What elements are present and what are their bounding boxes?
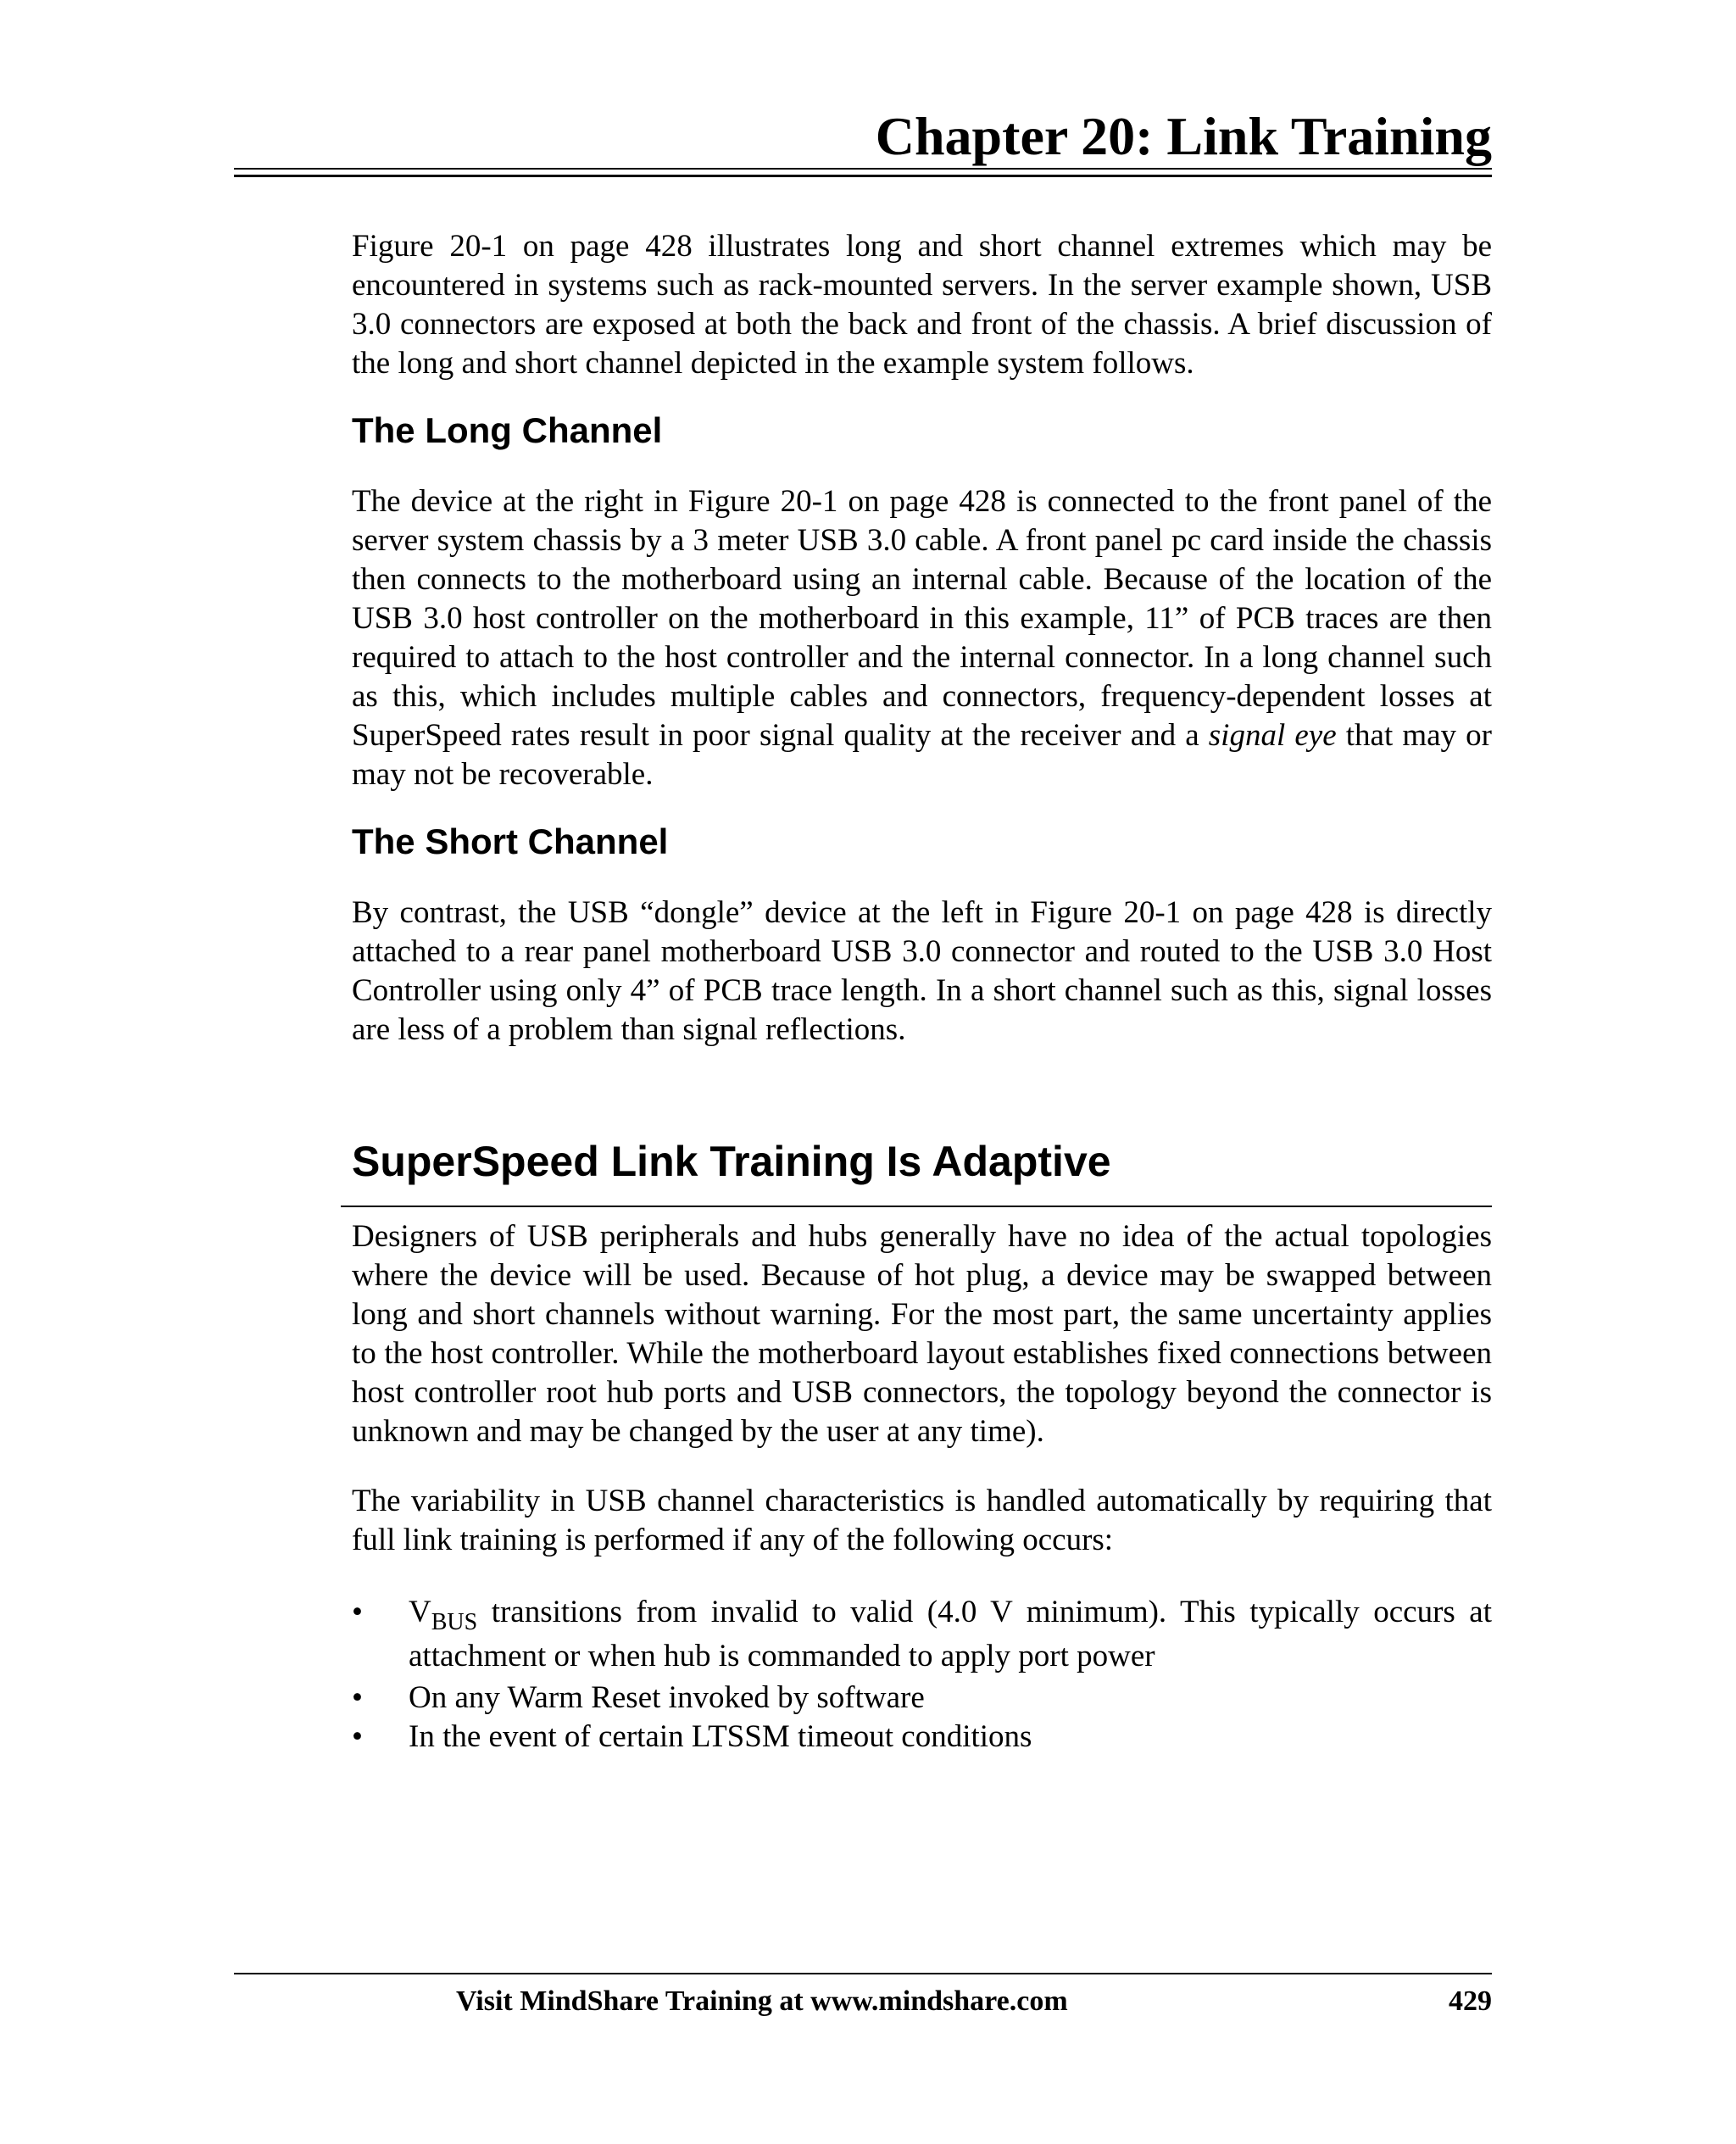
vbus-subscript: BUS bbox=[431, 1609, 478, 1635]
header-rule-top bbox=[234, 168, 1492, 170]
bullet-icon: • bbox=[352, 1680, 363, 1715]
section-divider-rule bbox=[341, 1206, 1492, 1207]
chapter-title: Chapter 20: Link Training bbox=[875, 106, 1492, 166]
short-channel-heading: The Short Channel bbox=[352, 821, 669, 861]
page-footer bbox=[234, 1973, 1492, 2017]
long-channel-text-after: that may or may not be recoverable. bbox=[352, 718, 1492, 792]
footer-rule bbox=[234, 1973, 1492, 1974]
adaptive-paragraph-1: Designers of USB peripherals and hubs generally have no idea of the actual topologies where the device will be used. Because of hot plug, a device may be swapped between long and short channels without warning. For the most part, the same uncertainty applies to the host controller. While the motherboard layout establishes fixed connections between host controller root hub ports and USB connectors, the topology beyond the connector is unknown and may be changed by the user at any time). bbox=[352, 1219, 1492, 1449]
training-triggers-list bbox=[352, 1590, 1492, 1757]
list-item bbox=[352, 1718, 1492, 1757]
intro-paragraph: Figure 20-1 on page 428 illustrates long and short channel extremes which may be encountered in systems such as rack-mounted servers. In the server example shown, USB 3.0 connectors are exposed at both the back and front of the chassis. A brief discussion of the long and short channel depicted in the example system follows. bbox=[352, 229, 1492, 381]
adaptive-paragraph-2: The variability in USB channel characteristics is handled automatically by requiring that full link training is performed if any of the following occurs: bbox=[352, 1484, 1492, 1557]
bullet-1-text: transitions from invalid to valid (4.0 V minimum). This typically occurs at attachment or when hub is commanded to apply port power bbox=[409, 1595, 1492, 1673]
page-header bbox=[234, 100, 1492, 173]
long-channel-text-before: The device at the right in Figure 20-1 on page 428 is connected to the front panel of the server system chassis by a 3 meter USB 3.0 cable. A front panel pc card inside the chassis then connects to the motherboard using an internal cable. Because of the location of the USB 3.0 host controller on the motherboard in this example, 11” of PCB traces are then required to attach to the host controller and the internal connector. In a long channel such as this, which includes multiple cables and connectors, frequency-dependent losses at SuperSpeed rates result in poor signal quality at the receiver and a bbox=[352, 484, 1492, 753]
footer-text: Visit MindShare Training at www.mindshare.com bbox=[456, 1985, 1068, 2017]
page-number: 429 bbox=[1449, 1985, 1492, 2017]
list-item bbox=[352, 1679, 1492, 1718]
page-content bbox=[352, 227, 1492, 1757]
vbus-v: V bbox=[409, 1595, 431, 1629]
signal-eye-term: signal eye bbox=[1208, 718, 1337, 753]
list-item bbox=[352, 1590, 1492, 1679]
header-rule-bottom bbox=[234, 175, 1492, 177]
bullet-icon: • bbox=[352, 1595, 363, 1629]
bullet-icon: • bbox=[352, 1719, 363, 1754]
bullet-2-text: On any Warm Reset invoked by software bbox=[409, 1680, 925, 1715]
long-channel-paragraph bbox=[352, 482, 1492, 794]
short-channel-paragraph: By contrast, the USB “dongle” device at the left in Figure 20-1 on page 428 is directly attached to a rear panel motherboard USB 3.0 connector and routed to the USB 3.0 Host Controller using only 4” of PCB trace length. In a short channel such as this, signal losses are less of a problem than signal reflections. bbox=[352, 895, 1492, 1047]
adaptive-heading: SuperSpeed Link Training Is Adaptive bbox=[352, 1138, 1111, 1185]
bullet-3-text: In the event of certain LTSSM timeout conditions bbox=[409, 1719, 1032, 1754]
long-channel-heading: The Long Channel bbox=[352, 410, 663, 450]
